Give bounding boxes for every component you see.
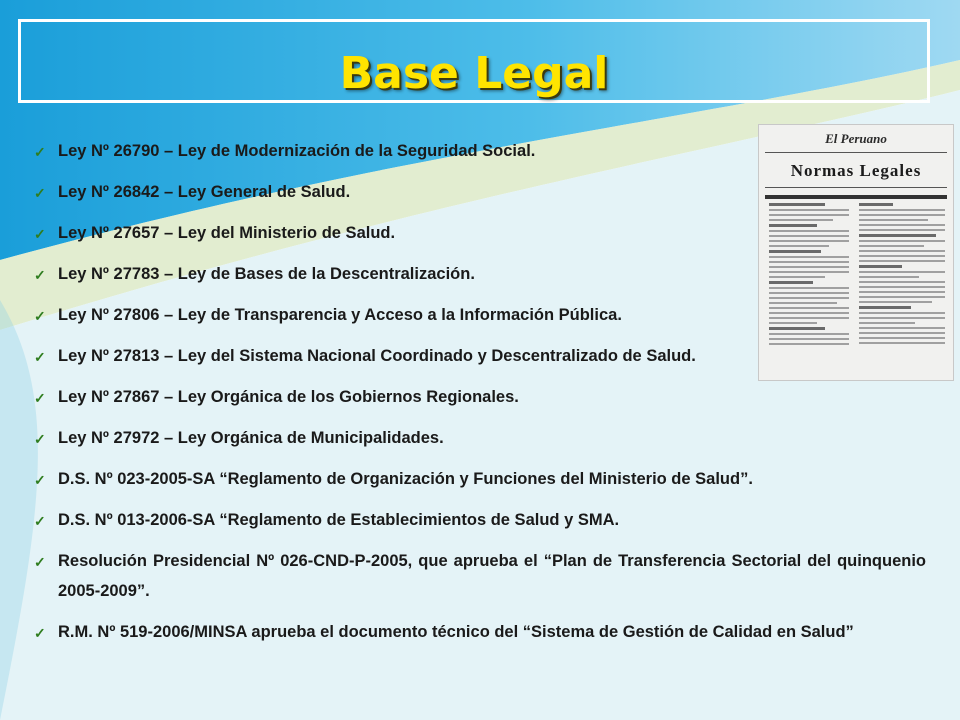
list-item [34,177,926,207]
list-item [34,300,926,330]
list-item [34,505,926,535]
check-icon: ✓ [34,625,46,641]
list-item [34,218,926,248]
check-icon: ✓ [34,226,46,242]
check-icon: ✓ [34,185,46,201]
list-item-text: Ley Nº 26842 – Ley General de Salud. [58,183,351,201]
list-item [34,382,926,412]
list-item-text: Ley Nº 26790 – Ley de Modernización de la Seguridad Social. [58,142,536,160]
legal-basis-list [34,136,926,658]
check-icon: ✓ [34,554,46,570]
list-item [34,136,926,166]
list-item-text: Resolución Presidencial Nº 026-CND-P-2005, que aprueba el “Plan de Transferencia Sectorial del quinquenio 2005-2009”. [58,552,926,600]
list-item [34,259,926,289]
list-item-text: D.S. Nº 013-2006-SA “Reglamento de Establecimientos de Salud y SMA. [58,511,620,529]
list-item-text: R.M. Nº 519-2006/MINSA aprueba el documento técnico del “Sistema de Gestión de Calidad en Salud” [58,623,854,641]
list-item-text: D.S. Nº 023-2005-SA “Reglamento de Organización y Funciones del Ministerio de Salud”. [58,470,753,488]
list-item-text: Ley Nº 27783 – Ley de Bases de la Descentralización. [58,265,475,283]
list-item-text: Ley Nº 27972 – Ley Orgánica de Municipalidades. [58,429,444,447]
list-item-text: Ley Nº 27657 – Ley del Ministerio de Salud. [58,224,396,242]
list-item [34,546,926,606]
check-icon: ✓ [34,472,46,488]
page-title: Base Legal [339,48,609,99]
list-item-text: Ley Nº 27813 – Ley del Sistema Nacional Coordinado y Descentralizado de Salud. [58,347,696,365]
newspaper-section: Normas Legales [790,161,922,180]
check-icon: ✓ [34,267,46,283]
list-item [34,423,926,453]
check-icon: ✓ [34,390,46,406]
list-item [34,617,926,647]
title-frame [18,19,930,103]
check-icon: ✓ [34,349,46,365]
newspaper-masthead: El Peruano [825,131,887,146]
check-icon: ✓ [34,431,46,447]
check-icon: ✓ [34,144,46,160]
check-icon: ✓ [34,308,46,324]
list-item-text: Ley Nº 27867 – Ley Orgánica de los Gobiernos Regionales. [58,388,519,406]
list-item [34,464,926,494]
list-item-text: Ley Nº 27806 – Ley de Transparencia y Acceso a la Información Pública. [58,306,622,324]
check-icon: ✓ [34,513,46,529]
list-item [34,341,926,371]
